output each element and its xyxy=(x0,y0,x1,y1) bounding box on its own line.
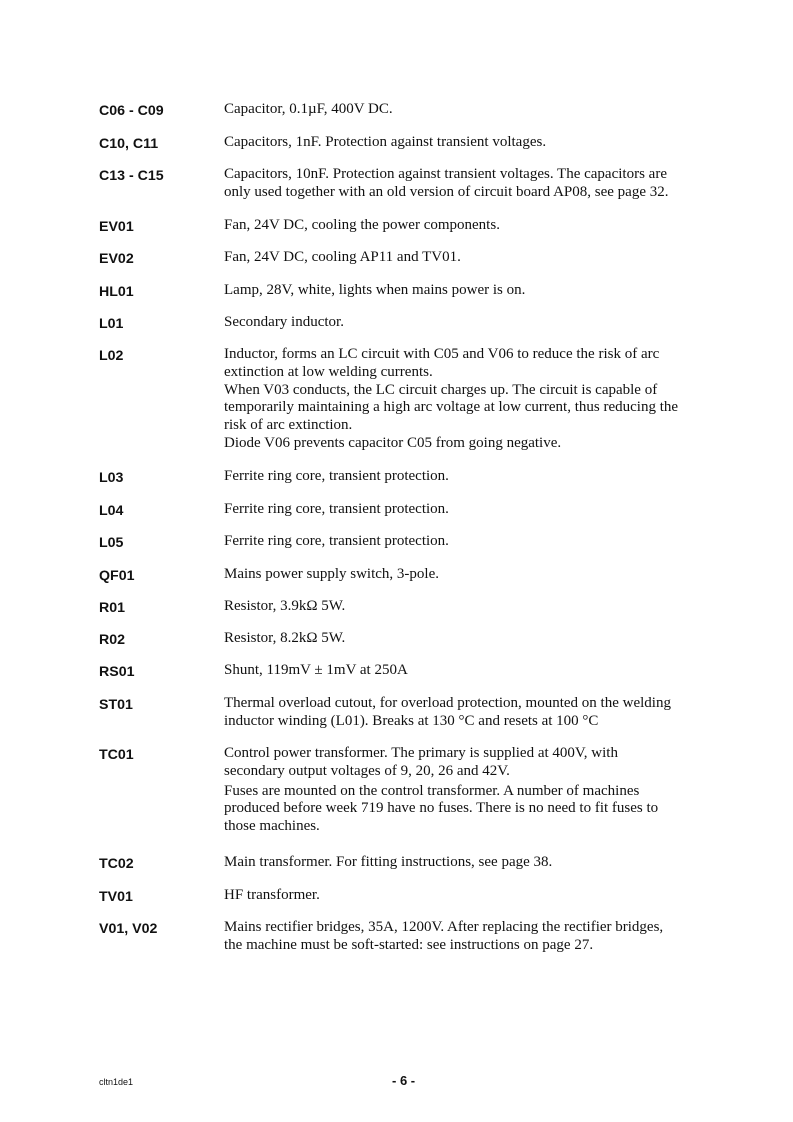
component-code: C13 - C15 xyxy=(99,168,164,184)
component-description xyxy=(224,217,724,235)
description-line: Capacitor, 0.1µF, 400V DC. xyxy=(224,101,393,117)
component-code: L03 xyxy=(99,470,124,486)
description-paragraph xyxy=(224,662,724,680)
description-line: secondary output voltages of 9, 20, 26 and 42V. xyxy=(224,762,510,779)
component-description xyxy=(224,101,724,119)
component-description xyxy=(224,695,724,731)
description-line: HF transformer. xyxy=(224,887,320,903)
description-line: extinction at low welding currents. xyxy=(224,363,433,380)
description-line: Fuses are mounted on the control transformer. A number of machines xyxy=(224,782,640,799)
description-paragraph xyxy=(224,468,724,486)
description-paragraph xyxy=(224,314,724,332)
description-paragraph xyxy=(224,854,724,872)
component-description xyxy=(224,533,724,551)
component-description xyxy=(224,282,724,300)
description-line: risk of arc extinction. xyxy=(224,417,353,434)
description-line: those machines. xyxy=(224,818,320,835)
description-paragraph xyxy=(224,695,724,731)
component-code: C10, C11 xyxy=(99,136,159,152)
component-code: L01 xyxy=(99,316,124,332)
description-line: Ferrite ring core, transient protection. xyxy=(224,501,449,517)
component-code: TC02 xyxy=(99,856,134,872)
component-code: EV01 xyxy=(99,219,134,235)
component-code: EV02 xyxy=(99,251,134,267)
component-description xyxy=(224,854,724,872)
component-code: ST01 xyxy=(99,697,133,713)
description-line: temporarily maintaining a high arc voltage at low current, thus reducing the xyxy=(224,399,679,416)
component-code: TV01 xyxy=(99,889,133,905)
component-description xyxy=(224,662,724,680)
description-line: Main transformer. For fitting instructions, see page 38. xyxy=(224,854,553,870)
component-code: L02 xyxy=(99,348,124,364)
component-code: R01 xyxy=(99,600,126,616)
component-description xyxy=(224,249,724,267)
description-paragraph xyxy=(224,166,724,202)
description-line: Mains rectifier bridges, 35A, 1200V. After replacing the rectifier bridges, xyxy=(224,919,664,935)
description-paragraph xyxy=(224,919,724,955)
component-description xyxy=(224,566,724,584)
description-line: Ferrite ring core, transient protection. xyxy=(224,468,449,484)
description-paragraph xyxy=(224,501,724,519)
component-description xyxy=(224,166,724,202)
description-line: Diode V06 prevents capacitor C05 from going negative. xyxy=(224,434,562,451)
component-description xyxy=(224,598,724,616)
description-line: Resistor, 3.9kΩ 5W. xyxy=(224,598,346,614)
description-line: Ferrite ring core, transient protection. xyxy=(224,533,449,549)
component-code: L04 xyxy=(99,503,124,519)
description-paragraph xyxy=(224,533,724,551)
description-line: Thermal overload cutout, for overload protection, mounted on the welding xyxy=(224,695,671,711)
description-line: produced before week 719 have no fuses. There is no need to fit fuses to xyxy=(224,800,659,817)
description-line: Resistor, 8.2kΩ 5W. xyxy=(224,630,346,646)
description-paragraph xyxy=(224,346,724,453)
description-line: inductor winding (L01). Breaks at 130 °C and resets at 100 °C xyxy=(224,712,599,729)
component-description xyxy=(224,501,724,519)
description-line: Secondary inductor. xyxy=(224,314,344,330)
description-paragraph xyxy=(224,783,724,836)
description-line: Control power transformer. The primary is supplied at 400V, with xyxy=(224,745,618,761)
document-code: cltn1de1 xyxy=(99,1077,134,1087)
component-code: QF01 xyxy=(99,568,135,584)
description-paragraph xyxy=(224,745,724,781)
description-paragraph xyxy=(224,630,724,648)
component-description xyxy=(224,134,724,152)
description-line: only used together with an old version of circuit board AP08, see page 32. xyxy=(224,183,669,200)
description-paragraph xyxy=(224,282,724,300)
description-paragraph xyxy=(224,134,724,152)
component-description xyxy=(224,630,724,648)
description-paragraph xyxy=(224,887,724,905)
description-line: Lamp, 28V, white, lights when mains power is on. xyxy=(224,282,526,298)
description-line: the machine must be soft-started: see instructions on page 27. xyxy=(224,936,594,953)
description-line: When V03 conducts, the LC circuit charges up. The circuit is capable of xyxy=(224,381,658,398)
component-description xyxy=(224,314,724,332)
component-code: R02 xyxy=(99,632,126,648)
description-paragraph xyxy=(224,566,724,584)
description-paragraph xyxy=(224,249,724,267)
component-description xyxy=(224,745,724,836)
component-code: L05 xyxy=(99,535,124,551)
component-description xyxy=(224,468,724,486)
component-code: V01, V02 xyxy=(99,921,158,937)
component-description xyxy=(224,887,724,905)
description-line: Capacitors, 10nF. Protection against transient voltages. The capacitors are xyxy=(224,166,667,182)
component-code: RS01 xyxy=(99,664,135,680)
description-line: Capacitors, 1nF. Protection against transient voltages. xyxy=(224,134,547,150)
component-code: TC01 xyxy=(99,747,134,763)
description-paragraph xyxy=(224,598,724,616)
component-description xyxy=(224,919,724,955)
description-line: Inductor, forms an LC circuit with C05 and V06 to reduce the risk of arc xyxy=(224,346,660,362)
component-code: C06 - C09 xyxy=(99,103,164,119)
page-number: - 6 - xyxy=(392,1073,416,1088)
description-paragraph xyxy=(224,101,724,119)
component-code: HL01 xyxy=(99,284,134,300)
description-line: Mains power supply switch, 3-pole. xyxy=(224,566,439,582)
component-description xyxy=(224,346,724,453)
description-line: Fan, 24V DC, cooling AP11 and TV01. xyxy=(224,249,461,265)
description-line: Fan, 24V DC, cooling the power components. xyxy=(224,217,500,233)
description-line: Shunt, 119mV ± 1mV at 250A xyxy=(224,662,408,678)
description-paragraph xyxy=(224,217,724,235)
